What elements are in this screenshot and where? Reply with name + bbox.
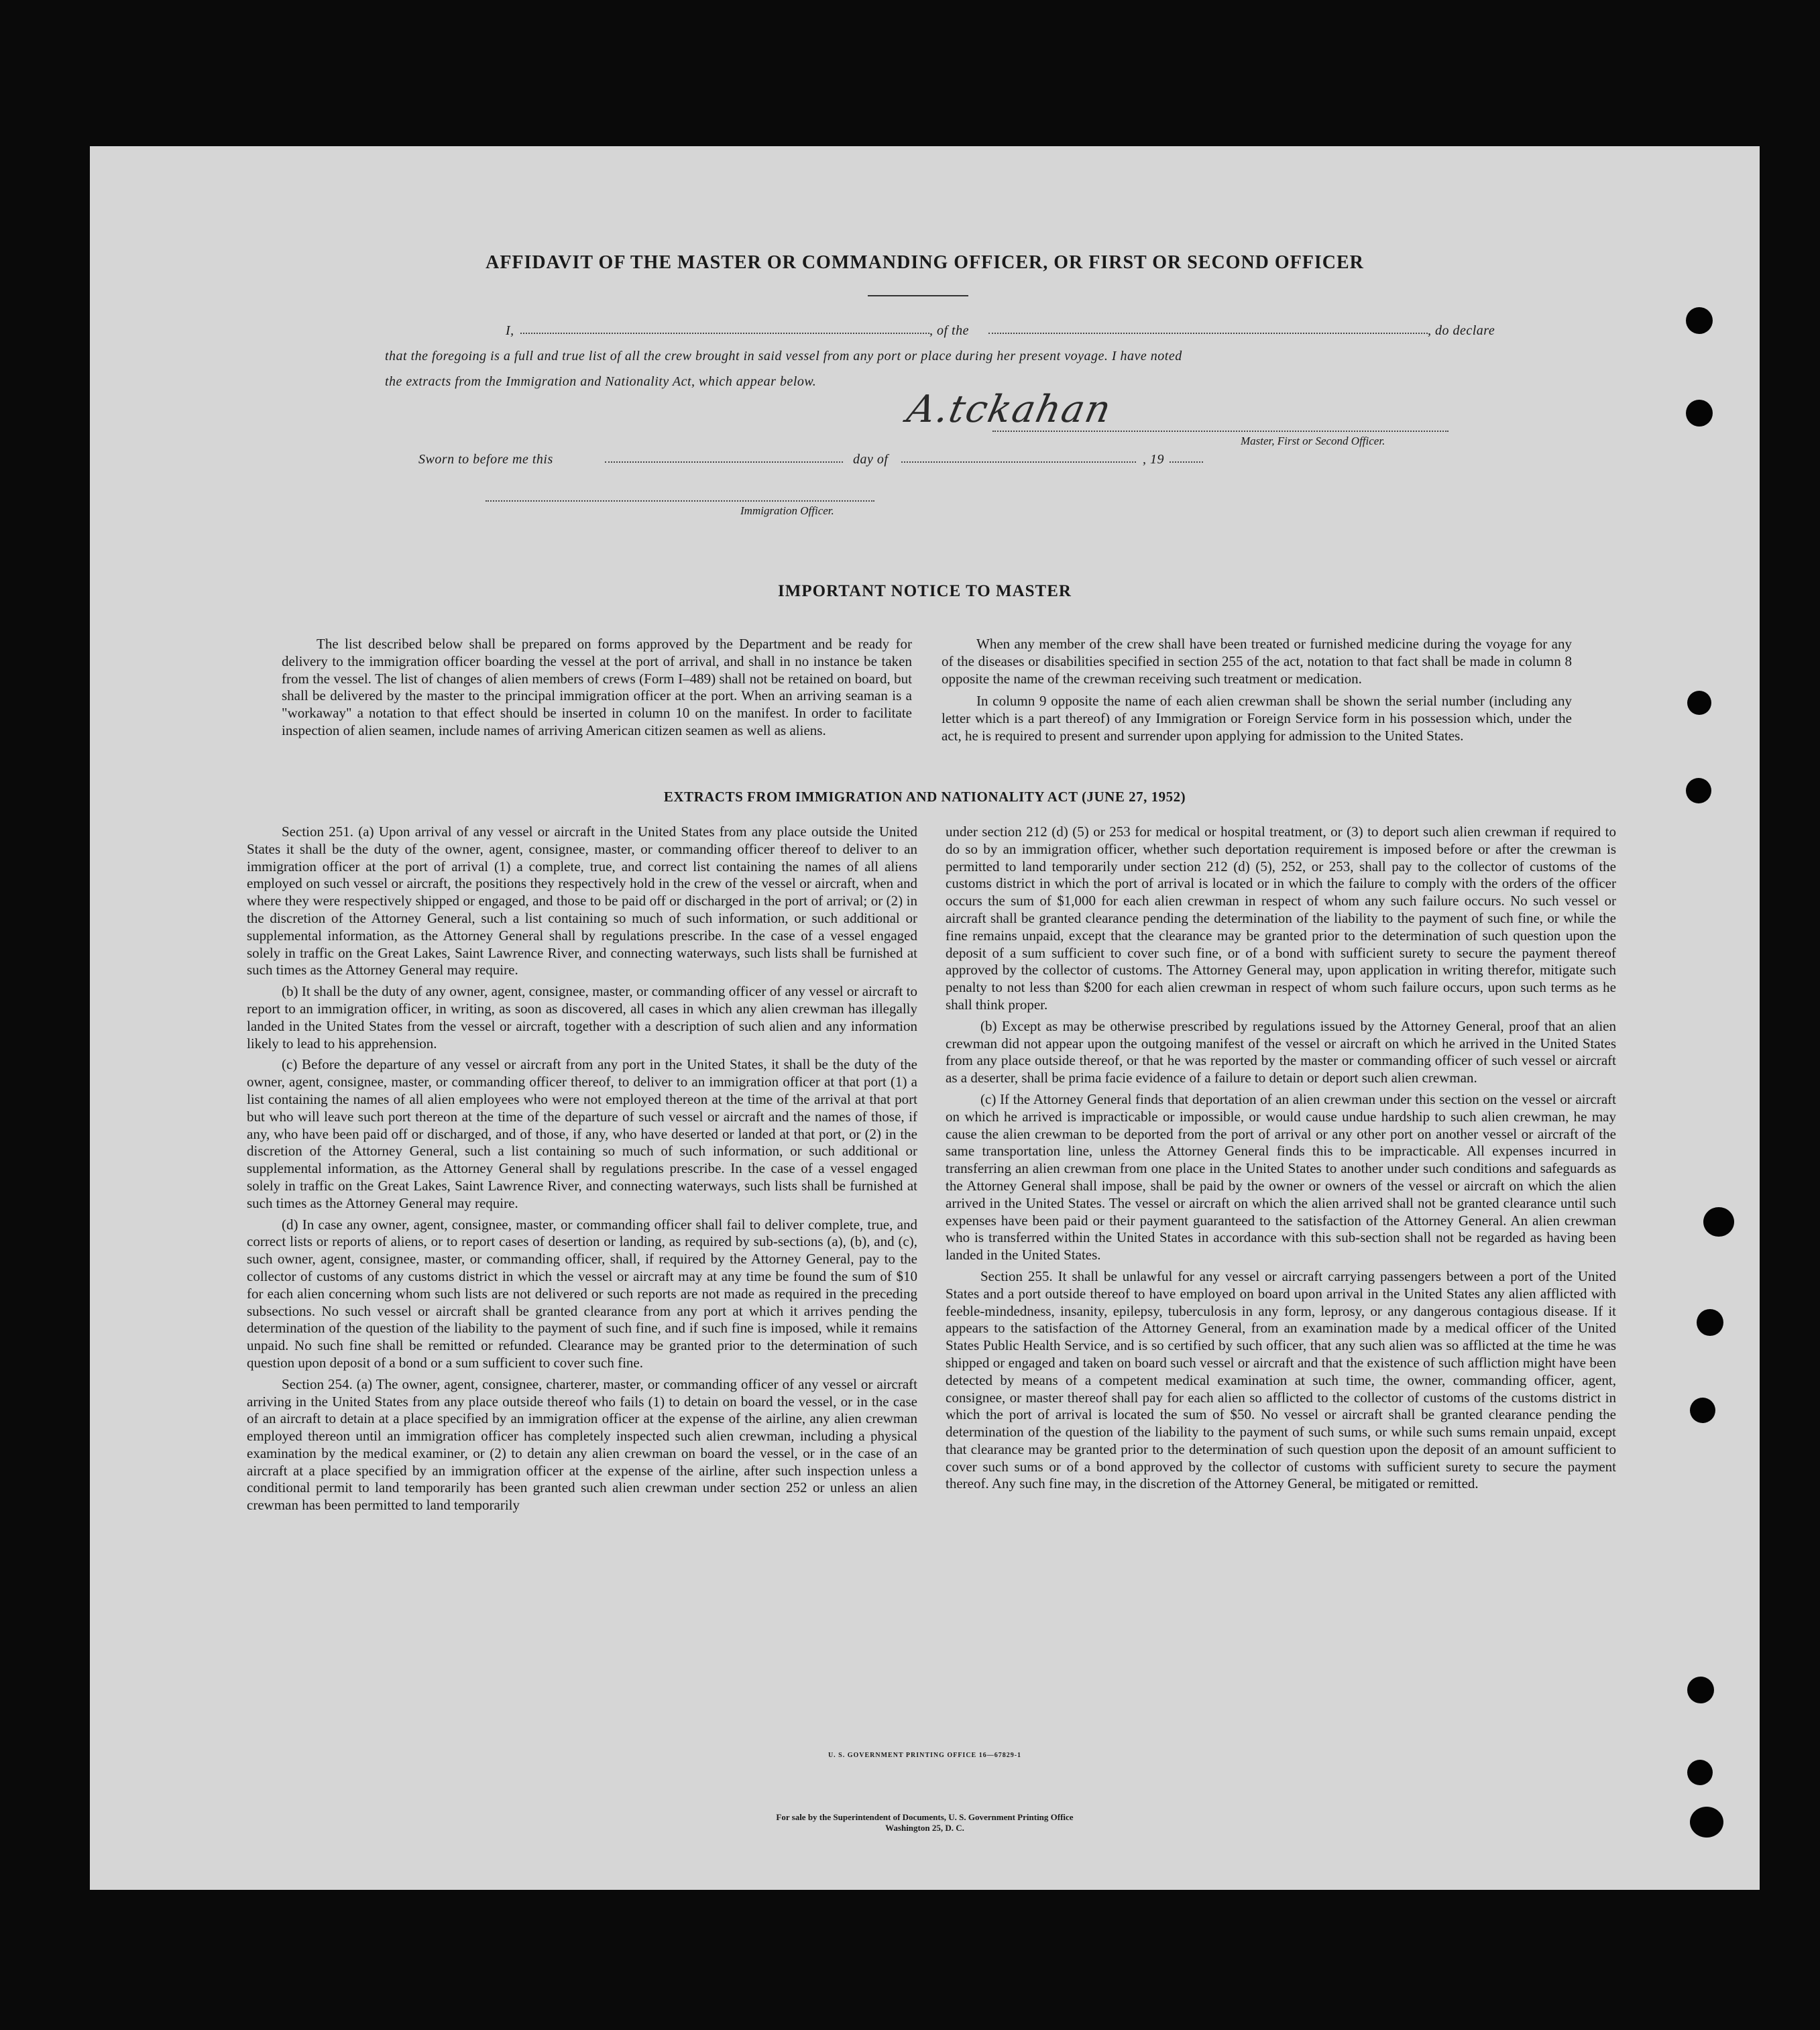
title-divider (868, 295, 968, 296)
section-254b: (b) Except as may be otherwise prescribed by regulations issued by the Attorney General, proof that an alien crewman did not appear upon the outgoing manifest of the vessel or aircraft on which he arrived in the United States from any place outside thereof, or that he was reported by the master or commanding officer of such vessel or aircraft as a deserter, shall be prima facie evidence of a failure to detain or deport such alien crewman. (946, 1017, 1616, 1086)
extracts-left-column (247, 824, 917, 1518)
punch-hole (1703, 1207, 1734, 1237)
extracts-title: EXTRACTS FROM IMMIGRATION AND NATIONALITY ACT (JUNE 27, 1952) (663, 789, 1186, 805)
day-of-label: day of (853, 452, 889, 467)
section-251d: (d) In case any owner, agent, consignee, master, or commanding officer shall fail to deliver complete, true, and correct lists or reports of aliens, or to report cases of desertion or landing, as required by sub-sections (a), (b), and (c), such owner, agent, consignee, master, or commanding officer, shall, if required by the Attorney General, pay to the collector of customs of any customs district in which the vessel or aircraft may at any time be found the sum of $10 for each alien concerning whom such lists are not delivered or such reports are not made as required in the preceding subsections. No such vessel or aircraft shall be granted clearance from any port at which it arrives pending the determination of the question of the liability to the payment of such fine, and if such fine is imposed, while it remains unpaid. No such fine shall be remitted or refunded. Clearance may be granted prior to the determination of such question upon deposit of a bond or a sum sufficient to cover such fine. (247, 1216, 917, 1371)
document-page (90, 146, 1760, 1890)
sworn-label: Sworn to before me this (418, 452, 553, 467)
i-label: I, (506, 323, 514, 338)
punch-hole (1697, 1309, 1723, 1336)
punch-hole (1686, 400, 1713, 427)
printer-imprint: U. S. GOVERNMENT PRINTING OFFICE 16—67829-1 (828, 1752, 1022, 1759)
declaration-line-1 (418, 323, 1545, 343)
officer-line (486, 500, 874, 502)
section-254a: Section 254. (a) The owner, agent, consignee, charterer, master, or commanding officer of any vessel or aircraft arriving in the United States from any place outside thereof who fails (1) to detain on board the vessel, or in the case of an aircraft to detain at a place specified by an immigration officer at the expense of the airline, any alien crewman employed thereon until an immigration officer has completely inspected such alien crewman, including a physical examination by the medical examiner, or (2) to detain any alien crewman on board the vessel, or in the case of an aircraft at a place specified by an immigration officer at the expense of the airline, after such inspection unless a conditional permit to land temporarily has been granted such alien crewman under section 252 or unless an alien crewman has been permitted to land temporarily (247, 1375, 917, 1514)
of-the-label: , of the (929, 323, 969, 338)
sworn-date-blank (605, 452, 843, 463)
declaration-line-3: the extracts from the Immigration and Nationality Act, which appear below. (385, 374, 817, 389)
section-251b: (b) It shall be the duty of any owner, agent, consignee, master, or commanding officer of any vessel or aircraft to report to an immigration officer, in writing, as soon as discovered, all cases in which any alien crewman has illegally landed in the United States from the vessel or aircraft, together with a description of such alien and any information likely to lead to his apprehension. (247, 983, 917, 1052)
punch-hole (1686, 778, 1711, 803)
section-251c: (c) Before the departure of any vessel or aircraft from any port in the United States, it shall be the duty of the owner, agent, consignee, master, or commanding officer thereof, to deliver to an immigration officer at that port (1) a list containing the names of all alien employees who were not employed thereon at the time of the arrival at that port but who will leave such port thereon at the time of the departure of such vessel or aircraft and the names of those, if any, who have been paid off or discharged, and of those, if any, who have deserted or landed at that port, or (2) in the discretion of the Attorney General, such a list containing so much of such information, or such additional or supplemental information, as the Attorney General shall by regulations prescribe. In the case of a vessel engaged solely in traffic on the Great Lakes, Saint Lawrence River, and connecting waterways, such lists shall be furnished at such times as the Attorney General may require. (247, 1056, 917, 1211)
year-label: , 19 (1143, 452, 1164, 467)
punch-hole (1690, 1807, 1723, 1838)
sale-notice (90, 1812, 1760, 1834)
month-blank (901, 452, 1136, 463)
signature-caption: Master, First or Second Officer. (1241, 435, 1385, 447)
punch-hole (1687, 1677, 1714, 1703)
sworn-line (418, 452, 1357, 472)
notice-right-column (942, 636, 1572, 749)
sale-line-1: For sale by the Superintendent of Documents, U. S. Government Printing Office (776, 1812, 1074, 1822)
extracts-right-column (946, 824, 1616, 1497)
section-251a: Section 251. (a) Upon arrival of any vessel or aircraft in the United States from any place outside the United States it shall be the duty of the owner, agent, consignee, master, or commanding officer thereof to deliver to an immigration officer at the port of arrival (1) a complete, true, and correct list containing the names of all aliens employed on such vessel or aircraft, the positions they respectively hold in the crew of the vessel or aircraft, when and where they were respectively shipped or engaged, and those to be paid off or discharged in the port of arrival; or (2) in the discretion of the Attorney General, such a list containing so much of such information, or such additional or supplemental information, as the Attorney General shall by regulations prescribe. In the case of a vessel engaged solely in traffic on the Great Lakes, Saint Lawrence River, and connecting waterways, such lists shall be furnished at such times as the Attorney General may require. (247, 824, 917, 978)
section-254a-continued: under section 212 (d) (5) or 253 for medical or hospital treatment, or (3) to deport such alien crewman if required to do so by an immigration officer, whether such deportation requirement is imposed before or after the crewman is permitted to land temporarily under section 212 (d) (5), 252, or 253, shall pay to the collector of customs of the customs district in which the port of arrival is located or in which the failure to comply with the orders of the officer occurs the sum of $1,000 for each alien crewman in respect of whom any such failure occurs. No such vessel or aircraft shall be granted clearance pending the determination of the liability to the payment of such fine, or while the fine remains unpaid, except that the clearance may be granted prior to the determination of such question upon the deposit of a sum sufficient to cover such fine, or of a bond with sufficient surety to secure the payment thereof approved by the collector of customs. The Attorney General may, upon application in writing therefor, mitigate such penalty to not less than $200 for each alien crewman in respect of whom such failure occurs, upon such terms as he shall think proper. (946, 824, 1616, 1013)
punch-hole (1687, 691, 1711, 715)
punch-hole (1690, 1398, 1715, 1423)
do-declare-label: , do declare (1428, 323, 1495, 338)
affidavit-title: AFFIDAVIT OF THE MASTER OR COMMANDING OFFICER, OR FIRST OR SECOND OFFICER (486, 252, 1364, 273)
vessel-blank (988, 323, 1428, 334)
officer-caption: Immigration Officer. (740, 504, 834, 517)
section-254c: (c) If the Attorney General finds that deportation of an alien crewman under this section on the vessel or aircraft on which he arrived is impracticable or impossible, or would cause undue hardship to such alien crewman, he may cause the alien crewman to be deported from the port of arrival or any other port on another vessel or aircraft of the same transportation line, unless the Attorney General finds this to be impracticable. All expenses incurred in transferring an alien crewman from one place in the United States to another under such conditions and safeguards as the Attorney General shall impose, shall be paid by the owner or owners of the vessel or aircraft on which the alien arrived in the United States. The vessel or aircraft on which the alien arrived shall not be granted clearance until such expenses have been paid or their payment guaranteed to the satisfaction of the Attorney General. An alien crewman who is transferred within the United States in accordance with this sub-section shall not be regarded as having been landed in the United States. (946, 1090, 1616, 1263)
notice-left-paragraph: The list described below shall be prepared on forms approved by the Department and be ready for delivery to the immigration officer boarding the vessel at the port of arrival, and shall in no instance be taken from the vessel. The list of changes of alien members of crews (Form I–489) shall not be retained on board, but shall be delivered by the master to the principal immigration officer at the port. When an arriving seaman is a "workaway" a notation to that effect should be inserted in column 10 on the manifest. In order to facilitate inspection of alien seamen, include names of arriving American citizen seamen as well as aliens. (282, 636, 912, 738)
year-blank (1170, 452, 1203, 463)
notice-right-paragraph-1: When any member of the crew shall have been treated or furnished medicine during the voyage for any of the diseases or disabilities specified in section 255 of the act, notation to that fact shall be made in column 8 opposite the name of the crewman receiving such treatment or medication. (942, 636, 1572, 687)
section-255: Section 255. It shall be unlawful for any vessel or aircraft carrying passengers between a port of the United States and a port outside thereof to have employed on board upon arrival in the United States any alien afflicted with feeble-mindedness, insanity, epilepsy, tuberculosis in any form, leprosy, or any dangerous contagious disease. If it appears to the satisfaction of the Attorney General, from an examination made by a medical officer of the United States Public Health Service, and is so certified by such officer, that any such alien was so afflicted at the time he was shipped or engaged and taken on board such vessel or aircraft and that the existence of such affliction might have been detected by means of a competent medical examination at such time, the owner, commanding officer, agent, consignee, or master thereof shall pay for each alien so afflicted to the collector of customs of the customs district in which the port of arrival is located the sum of $50. No vessel or aircraft shall be granted clearance pending the determination of the question of the liability to the payment of such sums, or while such sums remain unpaid, except that clearance may be granted prior to the determination of such question upon the deposit of an amount sufficient to cover such sums or of a bond approved by the collector of customs with sufficient surety to secure the payment thereof. Any such fine may, in the discretion of the Attorney General, be mitigated or remitted. (946, 1267, 1616, 1492)
notice-title: IMPORTANT NOTICE TO MASTER (778, 582, 1072, 600)
signature-line (992, 431, 1448, 432)
notice-left-column (282, 636, 912, 744)
punch-hole (1686, 307, 1713, 334)
notice-right-paragraph-2: In column 9 opposite the name of each alien crewman shall be shown the serial number (including any letter which is a part thereof) of any Immigration or Foreign Service form in his possession which, under the act, he is required to present and surrender upon applying for admission to the United States. (942, 693, 1572, 744)
sale-line-2: Washington 25, D. C. (885, 1823, 964, 1833)
name-blank (520, 323, 929, 334)
declaration-line-2: that the foregoing is a full and true list of all the crew brought in said vessel from any port or place during her present voyage. I have noted (385, 349, 1182, 363)
master-signature: A.tckahan (903, 388, 1116, 431)
punch-hole (1687, 1760, 1713, 1785)
